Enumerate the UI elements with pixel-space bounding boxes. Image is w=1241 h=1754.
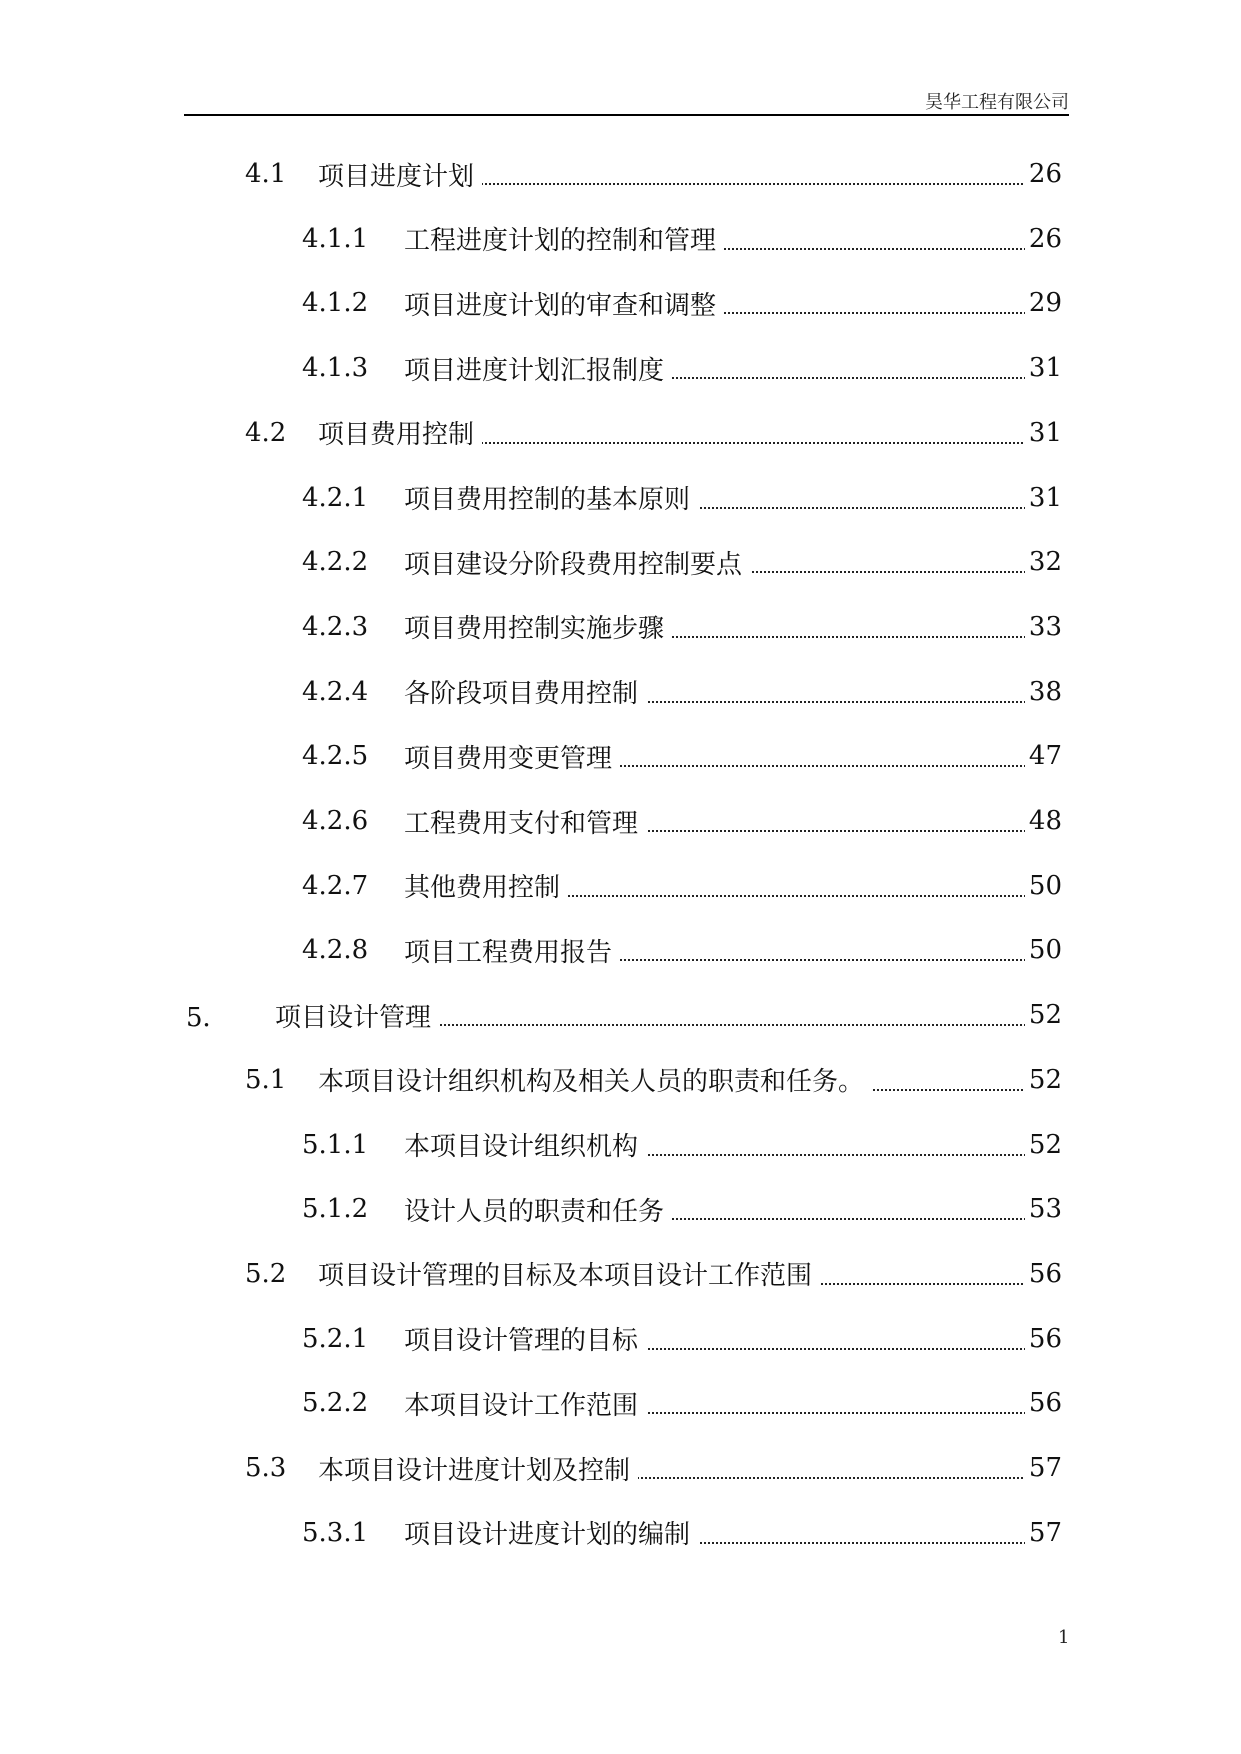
- toc-entry-number: 4.2.3: [302, 611, 369, 642]
- toc-entry-page: 52: [1025, 1130, 1062, 1160]
- toc-entry-number: 5.3: [245, 1453, 287, 1483]
- toc-entry-page: 26: [1025, 224, 1062, 254]
- toc-entry-number: 4.1.3: [302, 353, 369, 384]
- toc-entry[interactable]: [0, 478, 1062, 518]
- toc-entry-title: 项目费用控制实施步骤: [404, 608, 672, 645]
- toc-entry-page: 56: [1025, 1259, 1062, 1289]
- toc-entry[interactable]: [0, 1513, 1062, 1553]
- toc-entry[interactable]: [0, 995, 1062, 1035]
- toc-entry[interactable]: [0, 1383, 1062, 1423]
- toc-entry-number: 5.1.1: [302, 1129, 369, 1160]
- toc-entry-title: 项目费用控制: [318, 414, 482, 451]
- toc-entry-number: 5.1.2: [302, 1194, 369, 1225]
- toc-entry-title: 项目设计管理: [275, 997, 439, 1034]
- toc-entry-title: 工程费用支付和管理: [404, 803, 646, 840]
- toc-entry-page: 26: [1025, 159, 1062, 189]
- toc-entry[interactable]: [0, 866, 1062, 906]
- toc-entry-page: 57: [1025, 1518, 1062, 1548]
- toc-entry-title: 项目设计管理的目标及本项目设计工作范围: [318, 1255, 820, 1292]
- toc-entry-number: 5.3.1: [302, 1517, 369, 1548]
- toc-entry-title: 设计人员的职责和任务: [404, 1191, 672, 1228]
- toc-entry-title: 其他费用控制: [404, 867, 568, 904]
- toc-entry-page: 50: [1025, 871, 1062, 901]
- toc-entry-title: 项目工程费用报告: [404, 932, 620, 969]
- toc-entry[interactable]: [0, 542, 1062, 582]
- toc-entry-page: 50: [1025, 935, 1062, 965]
- toc-entry-title: 本项目设计工作范围: [404, 1385, 646, 1422]
- header-company-name: 昊华工程有限公司: [925, 92, 1069, 113]
- toc-entry-title: 项目进度计划的审查和调整: [404, 285, 724, 322]
- toc-entry-title: 工程进度计划的控制和管理: [404, 220, 724, 257]
- toc-entry[interactable]: [0, 1254, 1062, 1294]
- toc-entry[interactable]: [0, 219, 1062, 259]
- toc-entry[interactable]: [0, 348, 1062, 388]
- toc-entry-number: 4.2.1: [302, 482, 369, 513]
- toc-entry[interactable]: [0, 413, 1062, 453]
- toc-entry-page: 29: [1025, 288, 1062, 318]
- toc-entry-number: 4.1: [245, 159, 287, 189]
- toc-entry[interactable]: [0, 930, 1062, 970]
- toc-entry[interactable]: [0, 1189, 1062, 1229]
- toc-entry-page: 57: [1025, 1453, 1062, 1483]
- toc-entry-number: 4.1.2: [302, 288, 369, 319]
- toc-entry-number: 5.2: [245, 1258, 287, 1289]
- toc-entry-title: 项目建设分阶段费用控制要点: [404, 544, 750, 581]
- toc-entry-page: 31: [1025, 353, 1062, 383]
- toc-entry-page: 52: [1025, 1000, 1062, 1030]
- toc-entry-page: 31: [1025, 483, 1062, 513]
- toc-entry-number: 4.2.4: [302, 676, 369, 707]
- toc-entry-page: 32: [1025, 547, 1062, 577]
- toc-entry-title: 各阶段项目费用控制: [404, 673, 646, 710]
- toc-entry-title: 项目设计进度计划的编制: [404, 1514, 698, 1551]
- toc-entry[interactable]: [0, 1319, 1062, 1359]
- toc-entry-title: 本项目设计组织机构及相关人员的职责和任务。: [318, 1061, 872, 1098]
- toc-entry-number: 5.2.1: [302, 1323, 369, 1354]
- toc-entry-number: 5．: [186, 1002, 229, 1033]
- toc-entry-title: 项目费用变更管理: [404, 738, 620, 775]
- toc-entry-number: 4.2.8: [302, 935, 369, 966]
- toc-entry[interactable]: [0, 283, 1062, 323]
- toc-entry[interactable]: [0, 154, 1062, 194]
- toc-entry-page: 33: [1025, 612, 1062, 642]
- toc-entry-number: 5.2.2: [302, 1388, 369, 1419]
- toc-entry-page: 53: [1025, 1194, 1062, 1224]
- toc-entry-title: 项目进度计划: [318, 156, 482, 193]
- toc-entry-page: 52: [1025, 1065, 1062, 1095]
- toc-entry[interactable]: [0, 736, 1062, 776]
- toc-entry[interactable]: [0, 1448, 1062, 1488]
- toc-entry[interactable]: [0, 1060, 1062, 1100]
- toc-entry[interactable]: [0, 607, 1062, 647]
- toc-entry-title: 项目进度计划汇报制度: [404, 350, 672, 387]
- toc-entry-number: 5.1: [245, 1064, 287, 1095]
- toc-entry-title: 项目费用控制的基本原则: [404, 479, 698, 516]
- toc-entry-page: 48: [1025, 806, 1062, 836]
- toc-entry-number: 4.2.2: [302, 547, 369, 578]
- page-number: 1: [1058, 1627, 1070, 1648]
- toc-entry[interactable]: [0, 1125, 1062, 1165]
- toc-entry-number: 4.2.5: [302, 741, 369, 772]
- toc-entry-number: 4.1.1: [302, 223, 369, 254]
- toc-entry-title: 项目设计管理的目标: [404, 1320, 646, 1357]
- toc-entry[interactable]: [0, 672, 1062, 712]
- toc-entry-page: 31: [1025, 418, 1062, 448]
- toc-entry-number: 4.2.7: [302, 870, 369, 901]
- toc-entry-number: 4.2: [245, 417, 287, 448]
- toc-entry-page: 56: [1025, 1388, 1062, 1418]
- toc-entry-title: 本项目设计进度计划及控制: [318, 1450, 638, 1487]
- toc-entry-page: 38: [1025, 677, 1062, 707]
- toc-entry[interactable]: [0, 801, 1062, 841]
- toc-entry-page: 56: [1025, 1324, 1062, 1354]
- header-rule: [184, 114, 1069, 116]
- toc-entry-title: 本项目设计组织机构: [404, 1126, 646, 1163]
- toc-entry-page: 47: [1025, 741, 1062, 771]
- toc-entry-number: 4.2.6: [302, 806, 369, 836]
